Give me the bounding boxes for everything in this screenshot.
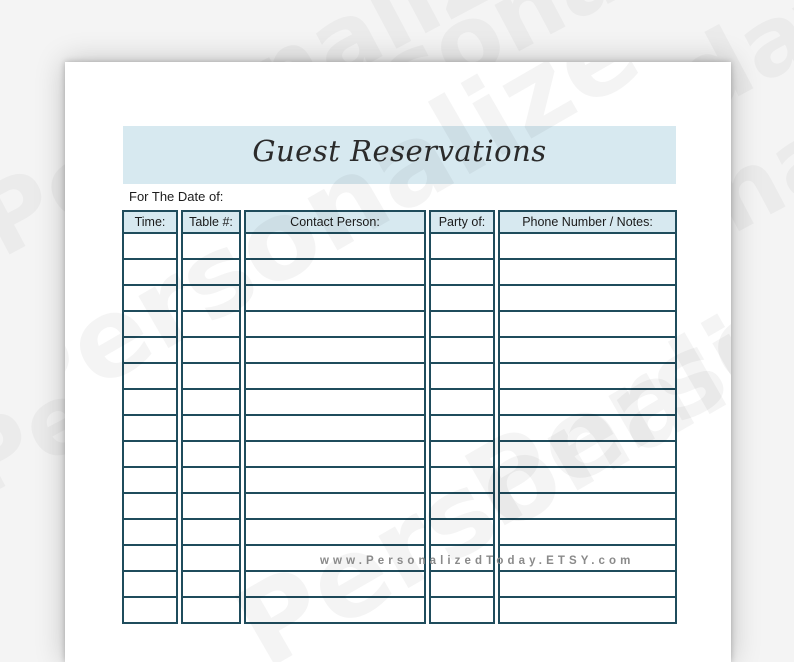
table-cell — [181, 520, 241, 546]
table-cell — [122, 598, 178, 624]
table-cell — [244, 442, 426, 468]
table-cell — [244, 286, 426, 312]
table-cell — [244, 338, 426, 364]
table-cell — [429, 234, 495, 260]
table-cell — [244, 390, 426, 416]
printable-page — [65, 62, 731, 662]
table-row — [122, 234, 677, 260]
table-cell — [122, 364, 178, 390]
footer-url: www.PersonalizedToday.ETSY.com — [320, 555, 635, 567]
table-cell — [244, 260, 426, 286]
table-cell — [181, 494, 241, 520]
table-cell — [181, 442, 241, 468]
table-cell — [498, 494, 677, 520]
table-cell — [122, 468, 178, 494]
table-cell — [181, 572, 241, 598]
table-cell — [244, 468, 426, 494]
table-cell — [181, 286, 241, 312]
table-cell — [429, 494, 495, 520]
table-cell — [429, 338, 495, 364]
table-row — [122, 520, 677, 546]
table-cell — [244, 598, 426, 624]
table-cell — [498, 520, 677, 546]
table-cell — [181, 234, 241, 260]
table-cell — [429, 364, 495, 390]
table-cell — [181, 468, 241, 494]
table-cell — [244, 416, 426, 442]
table-row — [122, 338, 677, 364]
table-cell — [429, 390, 495, 416]
table-cell — [181, 260, 241, 286]
table-cell — [498, 364, 677, 390]
table-row — [122, 468, 677, 494]
column-header-party-of: Party of: — [429, 210, 495, 234]
table-row — [122, 416, 677, 442]
table-cell — [122, 520, 178, 546]
table-cell — [429, 286, 495, 312]
table-cell — [498, 260, 677, 286]
column-header-table-number: Table #: — [181, 210, 241, 234]
table-cell — [498, 312, 677, 338]
column-header-contact-person: Contact Person: — [244, 210, 426, 234]
table-cell — [498, 442, 677, 468]
table-cell — [498, 598, 677, 624]
table-row — [122, 572, 677, 598]
table-cell — [122, 260, 178, 286]
table-cell — [429, 598, 495, 624]
table-cell — [498, 234, 677, 260]
table-row — [122, 312, 677, 338]
table-cell — [429, 442, 495, 468]
table-cell — [498, 286, 677, 312]
table-cell — [122, 390, 178, 416]
table-cell — [181, 416, 241, 442]
table-cell — [429, 572, 495, 598]
date-label: For The Date of: — [129, 189, 224, 204]
table-cell — [244, 520, 426, 546]
column-header-phone-notes: Phone Number / Notes: — [498, 210, 677, 234]
table-cell — [244, 234, 426, 260]
table-cell — [122, 494, 178, 520]
table-cell — [429, 520, 495, 546]
table-cell — [498, 468, 677, 494]
title-banner — [123, 126, 676, 184]
table-cell — [181, 364, 241, 390]
table-row — [122, 442, 677, 468]
table-row — [122, 260, 677, 286]
table-cell — [498, 338, 677, 364]
table-cell — [122, 416, 178, 442]
table-cell — [122, 546, 178, 572]
table-cell — [122, 234, 178, 260]
table-cell — [429, 468, 495, 494]
table-cell — [181, 546, 241, 572]
table-cell — [181, 338, 241, 364]
table-header-row — [122, 210, 677, 234]
page-title: Guest Reservations — [252, 134, 547, 168]
table-cell — [244, 364, 426, 390]
table-cell — [429, 260, 495, 286]
table-cell — [244, 312, 426, 338]
table-row — [122, 494, 677, 520]
table-cell — [122, 442, 178, 468]
table-cell — [429, 416, 495, 442]
table-cell — [122, 338, 178, 364]
table-cell — [244, 572, 426, 598]
table-row — [122, 598, 677, 624]
table-cell — [498, 390, 677, 416]
table-row — [122, 364, 677, 390]
table-cell — [429, 312, 495, 338]
table-cell — [122, 286, 178, 312]
table-row — [122, 286, 677, 312]
table-cell — [181, 312, 241, 338]
table-cell — [122, 312, 178, 338]
table-cell — [244, 494, 426, 520]
table-cell — [181, 598, 241, 624]
table-cell — [122, 572, 178, 598]
table-cell — [498, 572, 677, 598]
table-cell — [181, 390, 241, 416]
table-cell — [498, 416, 677, 442]
column-header-time: Time: — [122, 210, 178, 234]
table-row — [122, 390, 677, 416]
